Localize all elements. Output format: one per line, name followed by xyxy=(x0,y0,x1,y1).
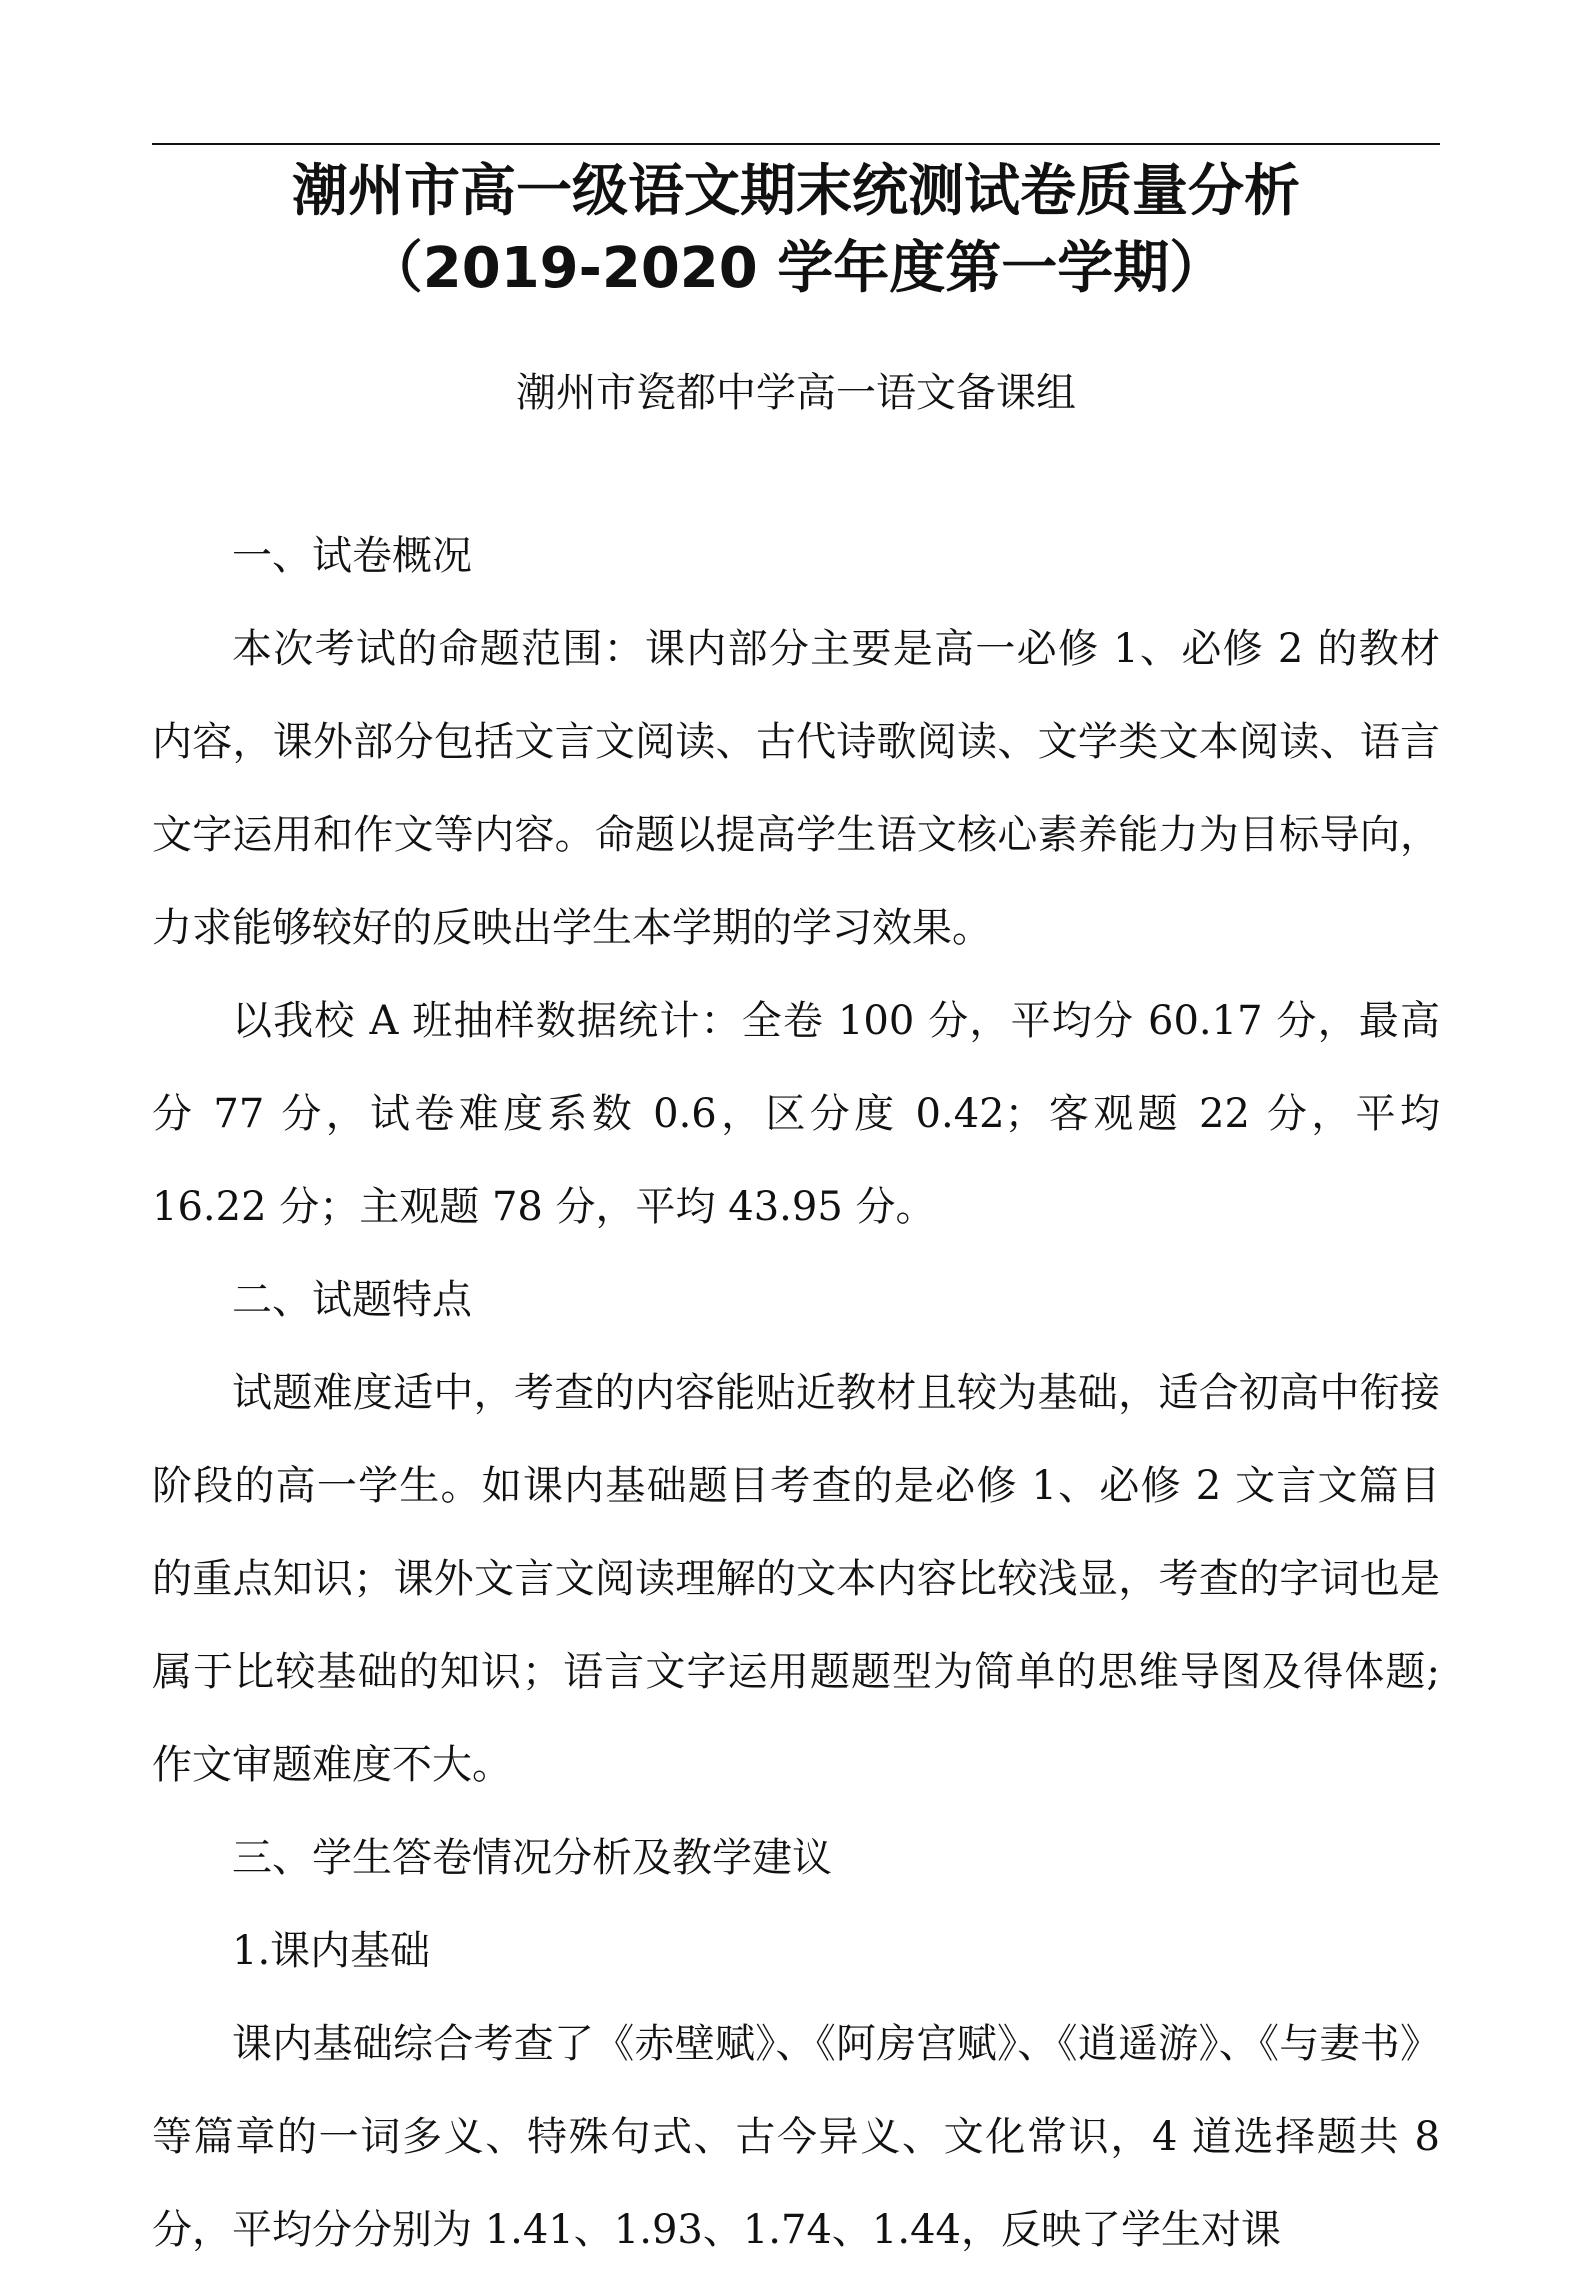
paragraph-statistics: 以我校 A 班抽样数据统计：全卷 100 分，平均分 60.17 分，最高分 77 分，试卷难度系数 0.6，区分度 0.42；客观题 22 分，平均 16.22 分；主观题 78 分，平均 43.95 分。 xyxy=(152,998,1440,1230)
subsection-heading-basics: 1.课内基础 xyxy=(232,1928,431,1974)
section-heading-features: 二、试题特点 xyxy=(232,1277,472,1323)
document-title: 潮州市高一级语文期末统测试卷质量分析 xyxy=(292,159,1300,224)
document-subtitle: （2019-2020 学年度第一学期） xyxy=(366,236,1226,301)
author-line: 潮州市瓷都中学高一语文备课组 xyxy=(516,370,1076,416)
section-heading-analysis: 三、学生答卷情况分析及教学建议 xyxy=(232,1835,832,1881)
paragraph-basics: 课内基础综合考查了《赤壁赋》、《阿房宫赋》、《逍遥游》、《与妻书》等篇章的一词多义、特殊句式、古今异义、文化常识，4 道选择题共 8 分，平均分分别为 1.41、1.93、1.74、1.44，反映了学生对课 xyxy=(152,2021,1440,2253)
top-rule xyxy=(152,143,1440,145)
document-body xyxy=(152,510,1440,2277)
paragraph-scope: 本次考试的命题范围：课内部分主要是高一必修 1、必修 2 的教材内容，课外部分包括文言文阅读、古代诗歌阅读、文学类文本阅读、语言文字运用和作文等内容。命题以提高学生语文核心素养能力为目标导向，力求能够较好的反映出学生本学期的学习效果。 xyxy=(152,626,1440,951)
section-heading-overview: 一、试卷概况 xyxy=(232,533,472,579)
paragraph-features: 试题难度适中，考查的内容能贴近教材且较为基础，适合初高中衔接阶段的高一学生。如课内基础题目考查的是必修 1、必修 2 文言文篇目的重点知识；课外文言文阅读理解的文本内容比较浅显，考查的字词也是属于比较基础的知识；语言文字运用题题型为简单的思维导图及得体题;作文审题难度不大。 xyxy=(152,1370,1440,1788)
